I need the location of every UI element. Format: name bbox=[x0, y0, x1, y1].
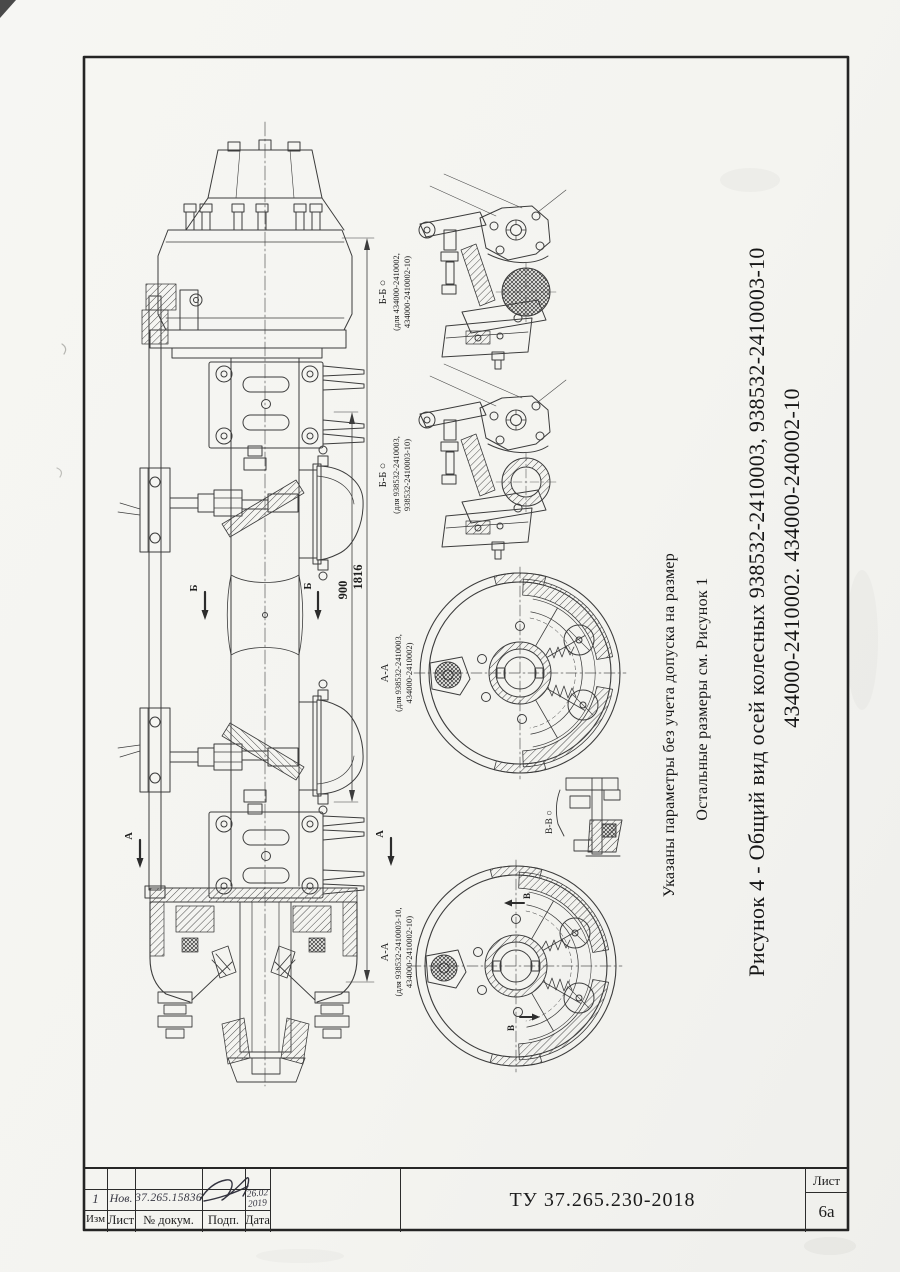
revision-date-line2: 2019 bbox=[247, 1198, 268, 1210]
header-sign: Подп. bbox=[207, 1213, 240, 1227]
label-aa-bottom-sub2: 434000-2410002-10) bbox=[404, 915, 414, 989]
dim-900: 900 bbox=[336, 580, 350, 600]
label-bb-bottom-sub1: (для 938532-2410003, bbox=[391, 436, 401, 514]
header-list: Лист bbox=[107, 1213, 135, 1227]
header-doc: № докум. bbox=[143, 1213, 194, 1227]
note-tolerance: Указаны параметры без учета допуска на размер bbox=[661, 552, 678, 898]
marker-a-right: А bbox=[375, 830, 386, 838]
section-view-bb-bottom bbox=[419, 364, 566, 559]
figure-caption-line2: 434000-2410002. 434000-240002-10 bbox=[779, 388, 804, 728]
section-view-vv bbox=[556, 778, 622, 856]
label-bb-bottom-title: Б-Б ○ bbox=[378, 462, 389, 488]
tb-line bbox=[84, 1189, 270, 1190]
header-izm: Изм bbox=[85, 1213, 106, 1225]
revision-doc-number: 37.265.15836 bbox=[135, 1192, 202, 1204]
tb-line bbox=[270, 1169, 271, 1232]
revision-number: 1 bbox=[92, 1191, 99, 1206]
label-bb-bottom-sub2: 938532-2410003-10) bbox=[402, 438, 412, 512]
section-view-aa-bottom bbox=[410, 860, 622, 1072]
section-view-bb-top bbox=[419, 174, 566, 369]
figure-caption-line1: Рисунок 4 - Общий вид осей колесных 938532-2410003, 938532-2410003-10 bbox=[744, 247, 769, 977]
label-aa-bottom-sub1: (для 938532-2410003-10, bbox=[393, 907, 403, 997]
label-aa-bottom-title: А-А bbox=[380, 942, 391, 962]
revision-date-line1: 26.02 bbox=[246, 1188, 269, 1200]
marker-a-left: А bbox=[124, 832, 135, 840]
label-vv-title: В-В ○ bbox=[545, 810, 555, 834]
sheet-label: Лист bbox=[812, 1173, 841, 1188]
marker-v-bottom: В bbox=[506, 1024, 516, 1032]
label-bb-top-sub2: 434000-2410002-10) bbox=[402, 255, 412, 329]
label-aa-top-title: А-А bbox=[380, 663, 391, 683]
drawing-frame bbox=[84, 57, 848, 1230]
title-block bbox=[84, 1167, 848, 1232]
document-number: ТУ 37.265.230-2018 bbox=[509, 1189, 696, 1211]
axle-assembly bbox=[118, 122, 395, 1086]
note-other-dims: Остальные размеры см. Рисунок 1 bbox=[694, 577, 711, 821]
section-view-aa-top bbox=[414, 567, 626, 779]
sheet-number: 6а bbox=[818, 1202, 835, 1221]
label-bb-top-sub1: (для 434000-2410002, bbox=[391, 253, 401, 331]
marker-v-top: В bbox=[522, 892, 532, 900]
section-markers bbox=[124, 582, 395, 868]
revision-type: Нов. bbox=[109, 1191, 133, 1205]
header-date: Дата bbox=[245, 1213, 270, 1227]
hub-section bbox=[150, 888, 357, 1082]
marker-b-left: Б bbox=[189, 584, 200, 592]
tb-line bbox=[84, 1210, 270, 1211]
dim-1816: 1816 bbox=[351, 564, 365, 590]
label-aa-top-sub1: (для 938532-2410003, bbox=[393, 634, 403, 712]
label-aa-top-sub2: 434000-2410002) bbox=[404, 642, 414, 704]
label-bb-top-title: Б-Б ○ bbox=[378, 279, 389, 305]
marker-b-right: Б bbox=[303, 582, 314, 590]
